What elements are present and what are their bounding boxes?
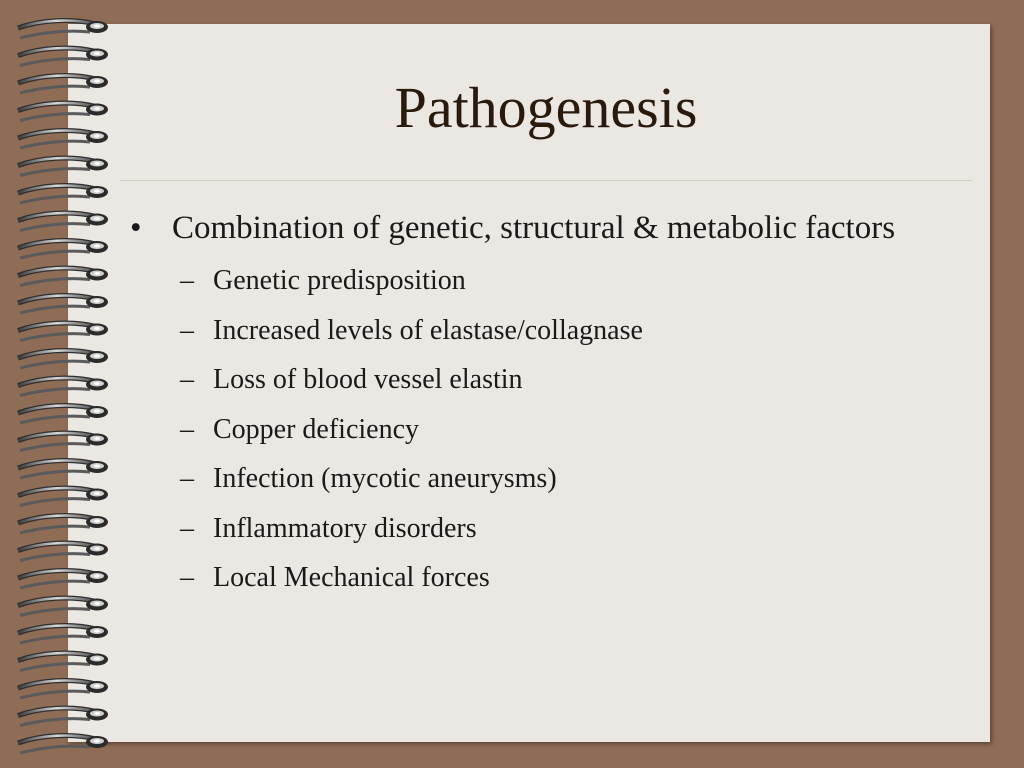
- dash-marker: –: [180, 413, 194, 445]
- sub-item-text: Infection (mycotic aneurysms): [213, 463, 557, 494]
- main-bullet: [126, 204, 986, 252]
- sub-item-text: Local Mechanical forces: [213, 562, 490, 593]
- list-item: [180, 355, 986, 405]
- list-item: [180, 256, 986, 306]
- sub-item-text: Increased levels of elastase/collagnase: [213, 314, 643, 346]
- slide-body: [126, 204, 986, 603]
- list-item: [180, 454, 986, 504]
- dash-marker: –: [180, 314, 194, 346]
- list-item: [180, 504, 986, 554]
- dash-marker: –: [180, 364, 194, 395]
- slide-title: Pathogenesis: [394, 75, 698, 140]
- dash-marker: –: [180, 512, 194, 544]
- sub-item-text: Inflammatory disorders: [213, 512, 477, 544]
- dash-marker: –: [180, 463, 194, 494]
- title-divider: [120, 180, 972, 181]
- dash-marker: –: [180, 265, 194, 296]
- sub-item-text: Copper deficiency: [213, 413, 420, 445]
- sub-item-text: Loss of blood vessel elastin: [213, 364, 523, 395]
- dash-marker: –: [180, 562, 194, 593]
- list-item: [180, 553, 986, 603]
- list-item: [180, 405, 986, 455]
- sub-bullet-list: [126, 256, 986, 603]
- bullet-marker: •: [130, 210, 142, 246]
- sub-item-text: Genetic predisposition: [213, 265, 466, 296]
- list-item: [180, 306, 986, 356]
- main-bullet-text: Combination of genetic, structural & metabolic factors: [172, 210, 896, 246]
